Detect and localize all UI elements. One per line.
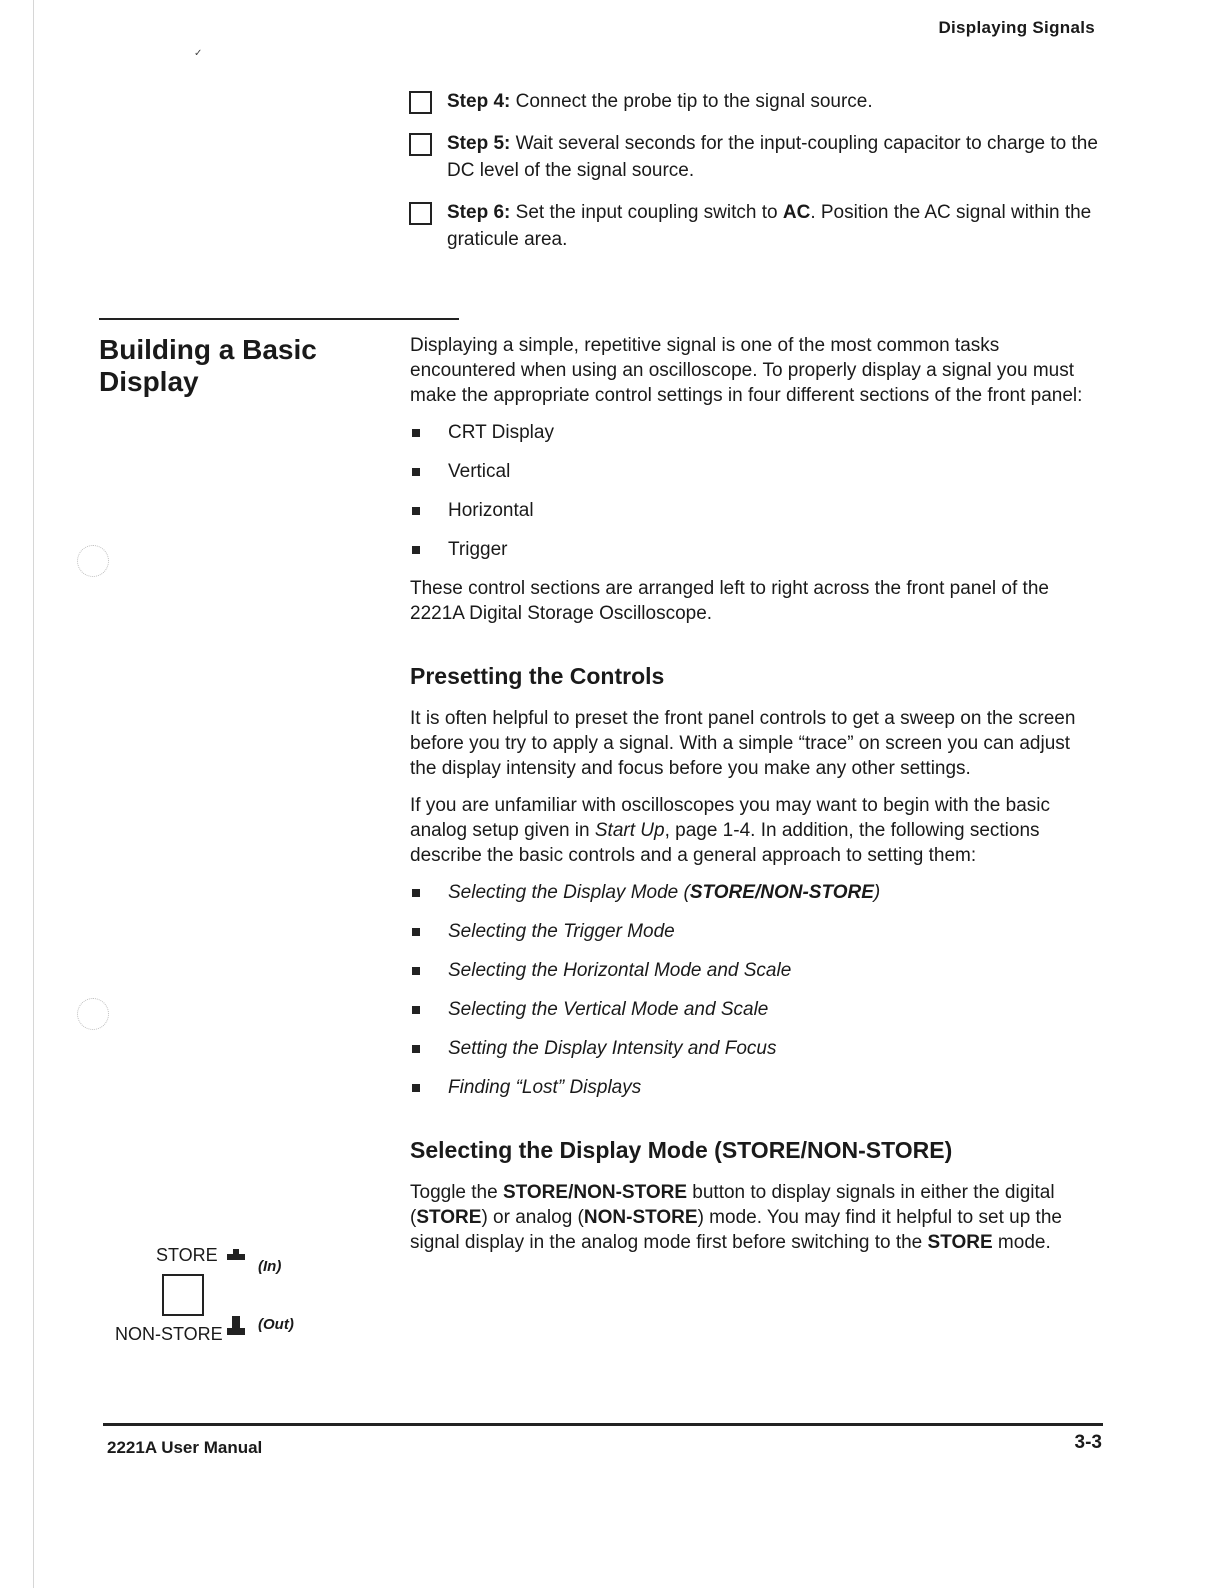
checkbox-icon[interactable] [409, 91, 432, 114]
step-label: Step 4: [447, 91, 511, 112]
button-out-icon [227, 1328, 245, 1335]
intro-paragraph: Displaying a simple, repetitive signal is one of the most common tasks encountered when using an oscilloscope. To properly display a signal you must make the appropriate control settings in four different sections of the front panel: [410, 335, 1083, 406]
control-sections-list [410, 420, 1100, 562]
list-item-text: Vertical [448, 461, 511, 482]
bullet-icon [412, 546, 420, 554]
step-item [409, 88, 1099, 115]
bullet-icon [412, 1006, 420, 1014]
setup-text: If you are unfamiliar with oscilloscopes you may want to begin with the basic analog setup given in [410, 795, 1050, 841]
main-content [410, 333, 1100, 1267]
step-item [409, 130, 1099, 184]
section-title: Building a Basic Display [99, 334, 317, 397]
bullet-icon [412, 507, 420, 515]
step-text: Connect the probe tip to the signal source. [515, 91, 873, 112]
store-button-figure [110, 1240, 310, 1360]
footer-divider [103, 1423, 1103, 1426]
binding-edge [33, 0, 34, 1588]
checkbox-icon[interactable] [409, 202, 432, 225]
button-in-icon [227, 1254, 245, 1260]
topic-text: Finding “Lost” Displays [448, 1077, 642, 1098]
page-number: 3-3 [1074, 1432, 1102, 1453]
step-text: Set the input coupling switch to [515, 202, 783, 223]
presetting-heading: Presetting the Controls [410, 663, 665, 689]
out-label: (Out) [258, 1316, 294, 1333]
list-item [410, 420, 1100, 445]
topic-text: Selecting the Vertical Mode and Scale [448, 999, 769, 1020]
arrangement-paragraph: These control sections are arranged left to right across the front panel of the 2221A Digital Storage Oscilloscope. [410, 578, 1049, 624]
list-item[interactable] [410, 1075, 1100, 1100]
topic-text: Selecting the Horizontal Mode and Scale [448, 960, 792, 981]
step-label: Step 5: [447, 133, 511, 154]
cross-reference-link[interactable]: Start Up [594, 820, 665, 841]
step-text: Wait several seconds for the input-coupling capacitor to charge to the DC level of the signal source. [447, 133, 1098, 181]
list-item[interactable] [410, 880, 1100, 905]
list-item[interactable] [410, 1036, 1100, 1061]
bullet-icon [412, 889, 420, 897]
display-mode-heading: Selecting the Display Mode (STORE/NON-STORE) [410, 1137, 953, 1163]
checkbox-icon[interactable] [409, 133, 432, 156]
setup-paragraph [410, 793, 1100, 868]
section-divider [99, 318, 459, 320]
punch-hole [77, 998, 109, 1030]
list-item[interactable] [410, 919, 1100, 944]
step-list [409, 88, 1099, 268]
bullet-icon [412, 967, 420, 975]
bullet-icon [412, 1045, 420, 1053]
step-label: Step 6: [447, 202, 511, 223]
presetting-paragraph: It is often helpful to preset the front panel controls to get a sweep on the screen before you try to apply a signal. With a simple “trace” on screen you can adjust the display intensity and focus before you make any other settings. [410, 708, 1076, 779]
list-item[interactable] [410, 997, 1100, 1022]
bullet-icon [412, 928, 420, 936]
topic-text: Selecting the Trigger Mode [448, 921, 675, 942]
store-label: STORE [156, 1245, 218, 1265]
list-item [410, 537, 1100, 562]
bullet-icon [412, 468, 420, 476]
running-head: Displaying Signals [938, 18, 1095, 37]
punch-hole [77, 545, 109, 577]
display-mode-paragraph: Toggle the STORE/NON-STORE button to display signals in either the digital (STORE) or analog (NON-STORE) mode. You may find it helpful to set up the signal display in the analog mode first before switching to the STORE mode. [410, 1182, 1062, 1253]
step-text: . Position the AC signal within the graticule area. [447, 202, 1092, 250]
step-text-bold: AC [782, 202, 811, 223]
topic-text: Setting the Display Intensity and Focus [448, 1038, 777, 1059]
list-item[interactable] [410, 958, 1100, 983]
list-item [410, 459, 1100, 484]
setup-text: , page 1-4. In addition, the following sections describe the basic controls and a general approach to setting them: [410, 820, 1040, 866]
step-item [409, 199, 1099, 253]
manual-title: 2221A User Manual [107, 1438, 263, 1457]
topic-text: Selecting the Display Mode (STORE/NON-STORE) [448, 882, 881, 903]
topics-list [410, 880, 1100, 1100]
list-item [410, 498, 1100, 523]
list-item-text: CRT Display [448, 422, 554, 443]
bullet-icon [412, 429, 420, 437]
list-item-text: Trigger [448, 539, 508, 560]
nonstore-label: NON-STORE [115, 1324, 223, 1344]
scan-speck: ✓ [194, 48, 203, 59]
bullet-icon [412, 1084, 420, 1092]
store-nonstore-button[interactable] [162, 1274, 204, 1316]
list-item-text: Horizontal [448, 500, 534, 521]
in-label: (In) [258, 1258, 282, 1275]
